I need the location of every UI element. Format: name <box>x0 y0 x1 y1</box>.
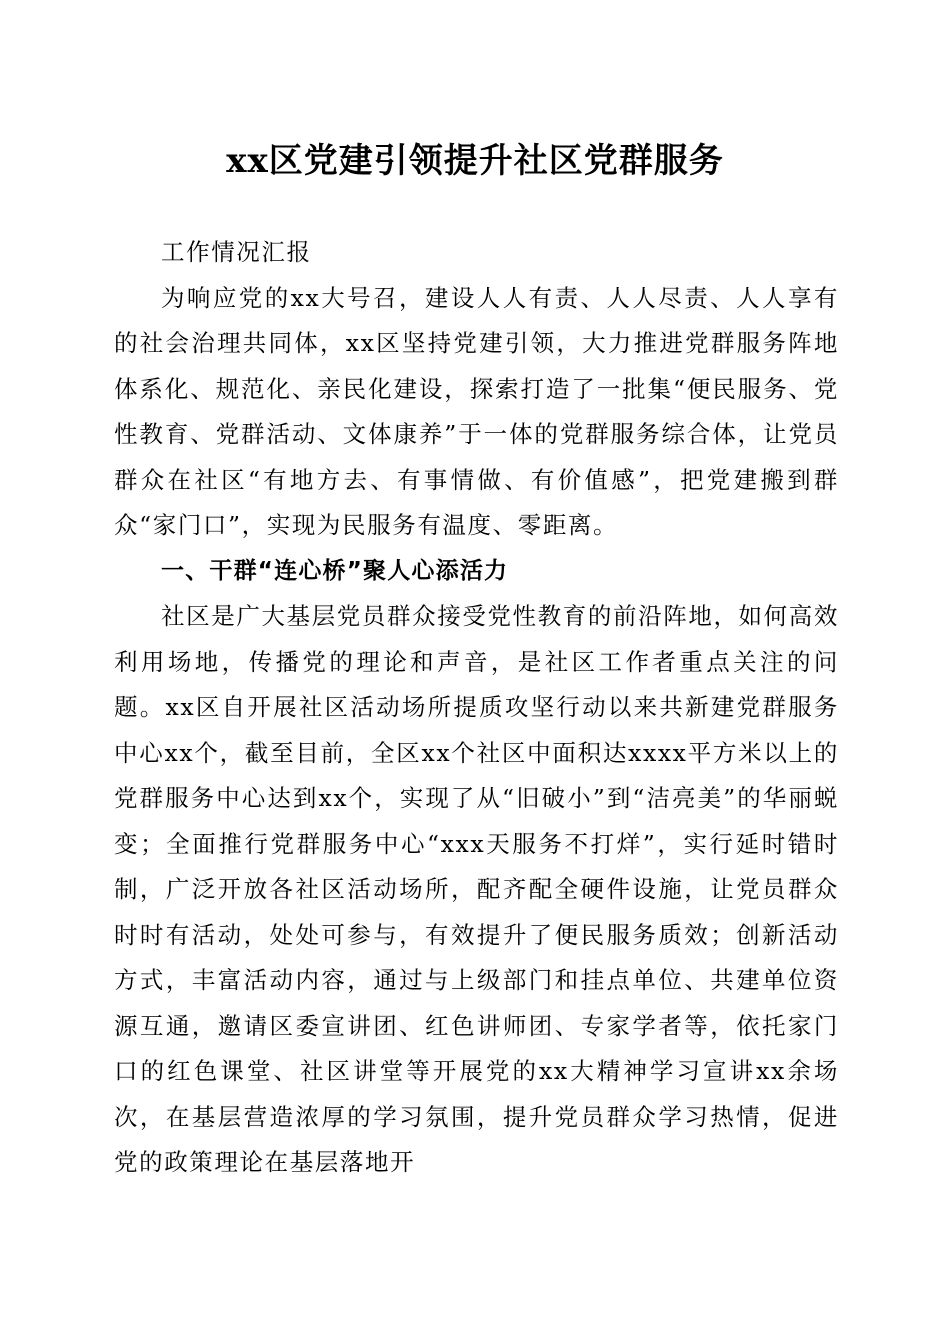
document-title: xx区党建引领提升社区党群服务 <box>226 141 724 181</box>
intro-paragraph: 为响应党的xx大号召，建设人人有责、人人尽责、人人享有的社会治理共同体，xx区坚持党建引领，大力推进党群服务阵地体系化、规范化、亲民化建设，探索打造了一批集“便民服务、党性教育、党群活动、文体康养”于一体的党群服务综合体，让党员群众在社区“有地方去、有事情做、有价值感”，把党建搬到群众“家门口”，实现为民服务有温度、零距离。 <box>114 283 839 539</box>
document-body <box>114 230 839 1186</box>
section-paragraph: 社区是广大基层党员群众接受党性教育的前沿阵地，如何高效利用场地，传播党的理论和声音，是社区工作者重点关注的问题。xx区自开展社区活动场所提质攻坚行动以来共新建党群服务中心xx个，截至目前，全区xx个社区中面积达xxxx平方米以上的党群服务中心达到xx个，实现了从“旧破小”到“洁亮美”的华丽蜕变；全面推行党群服务中心“xxx天服务不打烊”，实行延时错时制，广泛开放各社区活动场所，配齐配全硬件设施，让党员群众时时有活动，处处可参与，有效提升了便民服务质效；创新活动方式，丰富活动内容，通过与上级部门和挂点单位、共建单位资源互通，邀请区委宣讲团、红色讲师团、专家学者等，依托家门口的红色课堂、社区讲堂等开展党的xx大精神学习宣讲xx余场次，在基层营造浓厚的学习氛围，提升党员群众学习热情，促进党的政策理论在基层落地开 <box>114 602 839 1176</box>
section-heading: 一、干群“连心桥”聚人心添活力 <box>161 557 509 584</box>
document-subtitle: 工作情况汇报 <box>161 238 312 266</box>
